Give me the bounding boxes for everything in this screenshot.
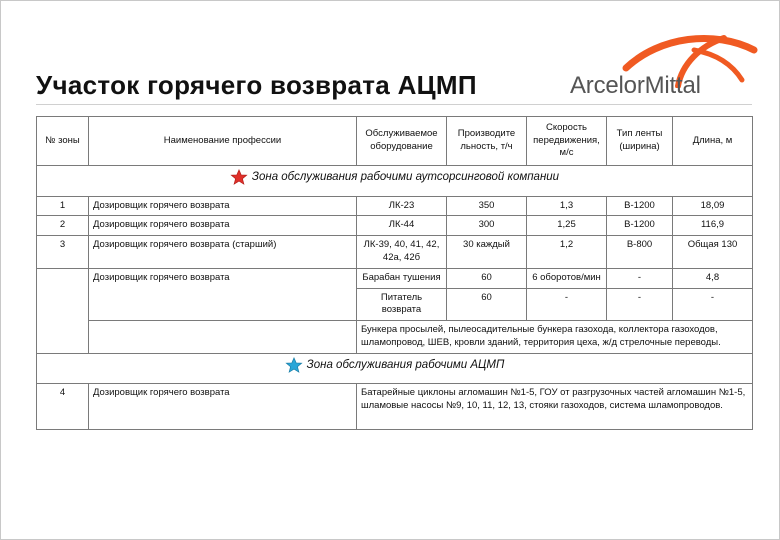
subrow-profession: Дозировщик горячего возврата [89,268,357,320]
row1-capacity: 350 [447,196,527,216]
header-length: Длина, м [673,117,753,166]
logo-wordmark: ArcelorMittal [570,72,701,99]
row1-belt: В-1200 [607,196,673,216]
row2-profession: Дозировщик горячего возврата [89,216,357,236]
subrow1-equipment: Барабан тушения [357,268,447,288]
row2-no: 2 [37,216,89,236]
subrow1-length: 4,8 [673,268,753,288]
table-row [37,216,753,236]
row3-no: 3 [37,236,89,269]
row1-length: 18,09 [673,196,753,216]
table-row [37,384,753,430]
row1-speed: 1,3 [527,196,607,216]
table-row [37,196,753,216]
zone1-header-row [37,166,753,197]
subrow1-speed: 6 оборотов/мин [527,268,607,288]
red-star-icon [230,169,248,187]
table-row [37,268,753,288]
row1-no: 1 [37,196,89,216]
row2-belt: В-1200 [607,216,673,236]
row2-length: 116,9 [673,216,753,236]
subrow2-speed: - [527,288,607,321]
table-row [37,236,753,269]
zone1-label-cell [37,166,753,197]
row1-profession: Дозировщик горячего возврата [89,196,357,216]
row2-speed: 1,25 [527,216,607,236]
zone2-label: Зона обслуживания рабочими АЦМП [306,359,505,372]
staff-table [36,116,753,430]
zone1-label: Зона обслуживания рабочими аутсорсинговой компании [251,171,560,184]
row3-cont-no [37,268,89,353]
staff-table-container [36,116,753,430]
row4-no: 4 [37,384,89,430]
note-row-empty-profession [89,321,357,354]
table-row [37,321,753,354]
subrow1-capacity: 60 [447,268,527,288]
row4-note: Батарейные циклоны агломашин №1-5, ГОУ от разгрузочных частей агломашин №1-5, шламовые насосы №9, 10, 11, 12, 13, стояки газоходов, система шламопроводов. [357,384,753,430]
table-header-row [37,117,753,166]
row3-speed: 1,2 [527,236,607,269]
zone2-header-row [37,353,753,384]
subrow1-belt: - [607,268,673,288]
row3-profession: Дозировщик горячего возврата (старший) [89,236,357,269]
slide-title: Участок горячего возврата АЦМП [36,70,477,100]
header-belt-type: Тип ленты (ширина) [607,117,673,166]
header-zone-no: № зоны [37,117,89,166]
zone1-note: Бункера просылей, пылеосадительные бункера газохода, коллектора газоходов, шламопровод, ШЕВ, кровли зданий, территория цеха, ж/д стрелочные переводы. [357,321,753,354]
row3-belt: В-800 [607,236,673,269]
row1-equipment: ЛК-23 [357,196,447,216]
row2-capacity: 300 [447,216,527,236]
row3-capacity: 30 каждый [447,236,527,269]
row3-length: Общая 130 [673,236,753,269]
subrow2-capacity: 60 [447,288,527,321]
header-capacity: Производите льность, т/ч [447,117,527,166]
row3-equipment: ЛК-39, 40, 41, 42, 42а, 42б [357,236,447,269]
subrow2-length: - [673,288,753,321]
title-divider [36,104,752,105]
header-speed: Скорость передвижения, м/с [527,117,607,166]
subrow2-belt: - [607,288,673,321]
blue-star-icon [285,357,303,375]
header-equipment: Обслуживаемое оборудование [357,117,447,166]
subrow2-equipment: Питатель возврата [357,288,447,321]
row2-equipment: ЛК-44 [357,216,447,236]
row4-profession: Дозировщик горячего возврата [89,384,357,430]
zone2-label-cell [37,353,753,384]
header-profession: Наименование профессии [89,117,357,166]
